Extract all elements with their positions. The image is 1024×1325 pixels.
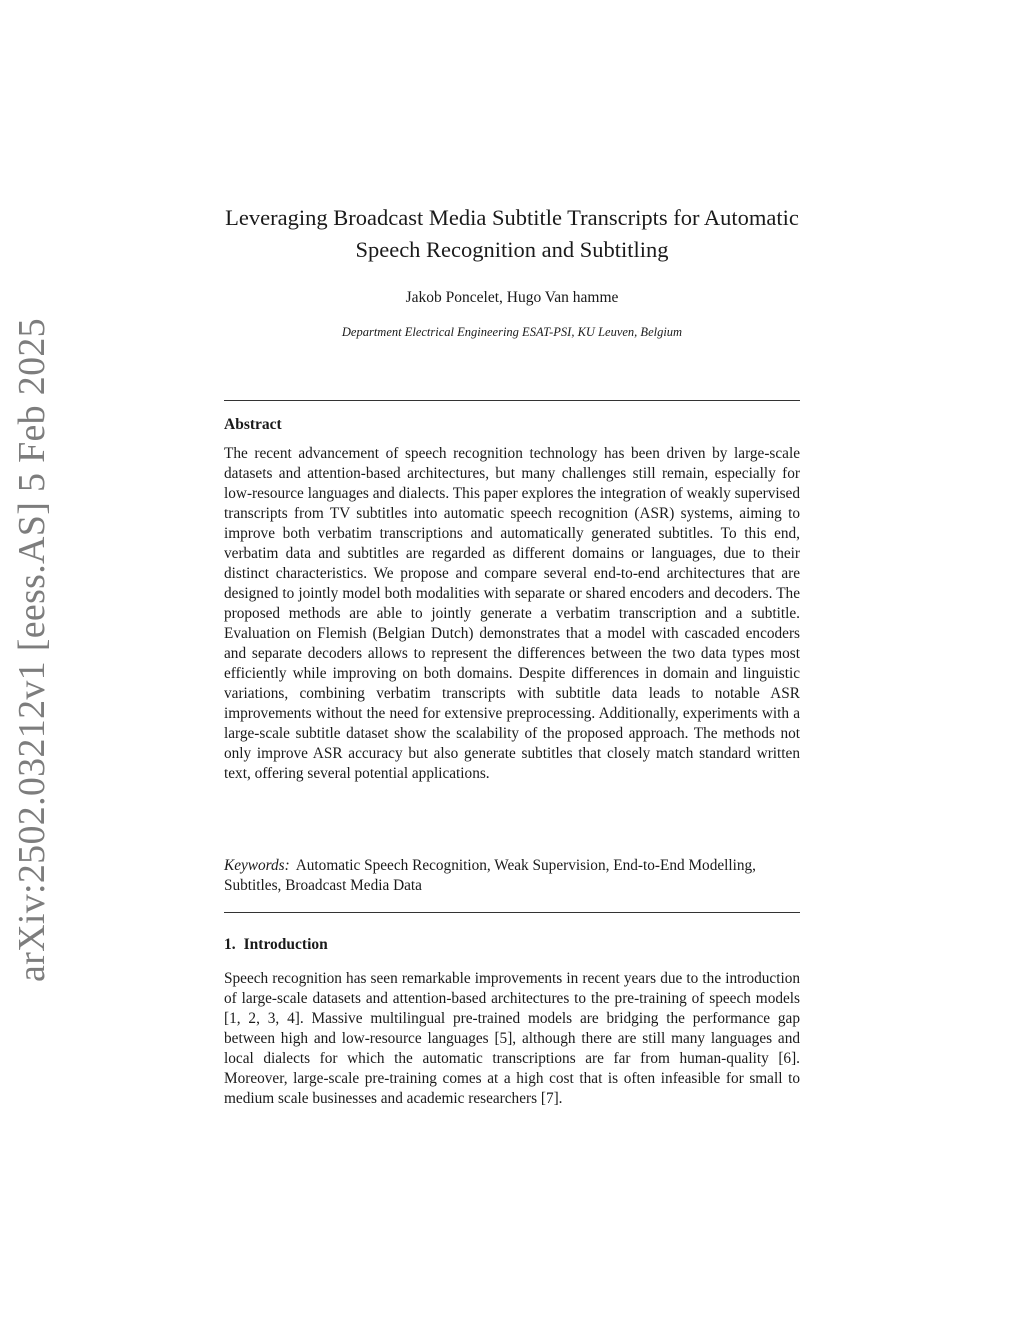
paper-affiliation: Department Electrical Engineering ESAT-PSI, KU Leuven, Belgium xyxy=(341,325,683,339)
arxiv-side-stamp: arXiv:2502.03212v1 [eess.AS] 5 Feb 2025 xyxy=(11,318,53,982)
section-title: Introduction xyxy=(243,936,328,953)
introduction-heading xyxy=(224,936,328,954)
paper-authors: Jakob Poncelet, Hugo Van hamme xyxy=(405,289,619,306)
abstract-top-rule xyxy=(224,400,800,401)
keywords xyxy=(224,856,800,896)
abstract-body: The recent advancement of speech recognition technology has been driven by large-scale datasets and attention-based architectures, but many challenges still remain, especially for low-resource languages and dialects. This paper explores the integration of weakly supervised transcripts from TV subtitles into automatic speech recognition (ASR) systems, aiming to improve both verbatim transcriptions and automatically generated subtitles. To this end, verbatim data and subtitles are regarded as different domains or languages, due to their distinct characteristics. We propose and compare several end-to-end architectures that are designed to jointly model both modalities with separate or shared encoders and decoders. The proposed methods are able to jointly generate a verbatim transcription and a subtitle. Evaluation on Flemish (Belgian Dutch) demonstrates that a model with cascaded encoders and separate decoders allows to represent the differences between the two data types most efficiently while improving on both domains. Despite differences in domain and linguistic variations, combining verbatim transcripts with subtitle data leads to notable ASR improvements without the need for extensive preprocessing. Additionally, experiments with a large-scale subtitle dataset show the scalability of the proposed approach. The methods not only improve ASR accuracy but also generate subtitles that closely match standard written text, offering several potential applications. xyxy=(224,445,800,782)
abstract-bottom-rule xyxy=(224,912,800,913)
paper-title: Leveraging Broadcast Media Subtitle Transcripts for Automatic Speech Recognition and Subtitling xyxy=(225,205,799,262)
abstract-heading: Abstract xyxy=(224,416,282,433)
keywords-label: Keywords: xyxy=(224,857,290,874)
keywords-text: Automatic Speech Recognition, Weak Supervision, End-to-End Modelling, Subtitles, Broadcast Media Data xyxy=(224,857,757,894)
introduction-body: Speech recognition has seen remarkable improvements in recent years due to the introduction of large-scale datasets and attention-based architectures to the pre-training of speech models [1, 2, 3, 4]. Massive multilingual pre-trained models are bridging the performance gap between high and low-resource languages [5], although there are still many languages and local dialects for which the automatic transcriptions are far from human-quality [6]. Moreover, large-scale pre-training comes at a high cost that is often infeasible for small to medium scale businesses and academic researchers [7]. xyxy=(224,970,800,1107)
section-number: 1. xyxy=(224,936,236,953)
